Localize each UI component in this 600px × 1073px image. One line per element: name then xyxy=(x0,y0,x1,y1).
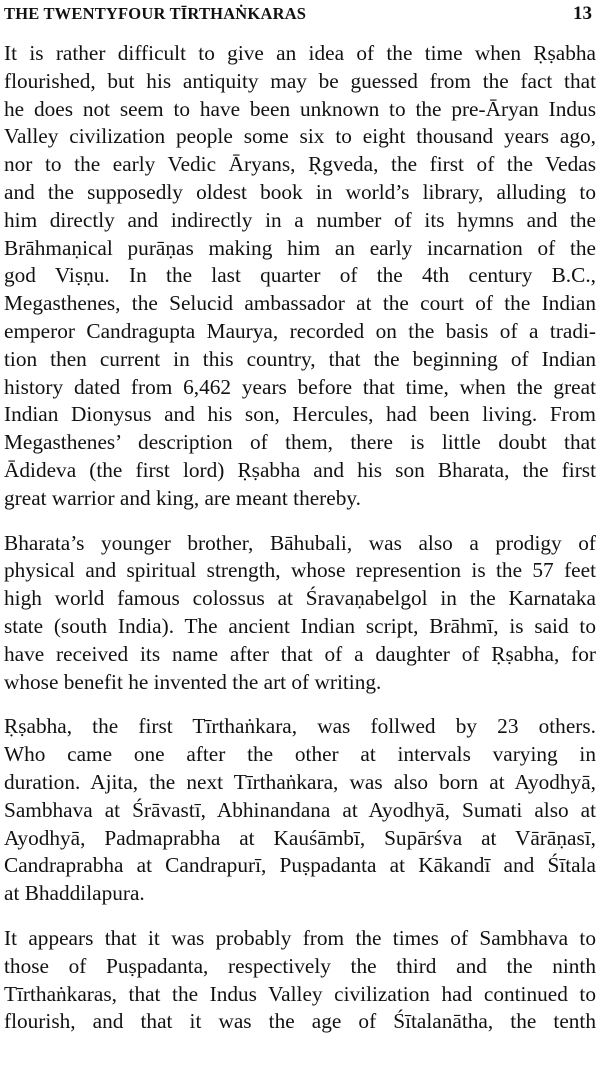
text-line: nor to the early Vedic Āryans, Ṛgveda, the first of the Vedas xyxy=(4,152,596,177)
text-line: flourished, but his antiquity may be guessed from the fact that xyxy=(4,68,596,93)
paragraph-4 xyxy=(4,925,596,1036)
text-line: at Bhaddilapura. xyxy=(4,881,145,906)
text-line: Megasthenes, the Selucid ambassador at the court of the Indian xyxy=(4,291,596,316)
text-line: Brāhmaṇical purāṇas making him an early incarnation of the xyxy=(4,235,596,260)
text-line: high world famous colossus at Śravaṇabelgol in the Karnataka xyxy=(4,586,596,611)
text-line: state (south India). The ancient Indian script, Brāhmī, is said to xyxy=(4,613,596,638)
text-line: It appears that it was probably from the times of Sambhava to xyxy=(4,925,596,950)
text-line: those of Puṣpadanta, respectively the third and the ninth xyxy=(4,953,596,978)
text-line: Bharata’s younger brother, Bāhubali, was also a prodigy of xyxy=(4,530,596,555)
text-line: and the supposedly oldest book in world’s library, alluding to xyxy=(4,179,596,204)
text-line: whose benefit he invented the art of writing. xyxy=(4,669,382,694)
text-line: It is rather difficult to give an idea of the time when Ṛṣabha xyxy=(4,41,596,65)
page-number: 13 xyxy=(573,3,592,24)
text-line: Indian Dionysus and his son, Hercules, had been living. From xyxy=(4,402,596,427)
running-header xyxy=(4,3,592,27)
text-line: Sambhava at Śrāvastī, Abhinandana at Ayodhyā, Sumati also at xyxy=(4,797,596,822)
paragraph-1 xyxy=(4,40,596,513)
text-line: Megasthenes’ description of them, there is little doubt that xyxy=(4,430,596,455)
text-line: Ādideva (the first lord) Ṛṣabha and his son Bharata, the first xyxy=(4,457,596,482)
text-line: Who came one after the other at intervals varying in xyxy=(4,742,596,767)
paragraph-2 xyxy=(4,530,596,697)
text-line: Tīrthaṅkaras, that the Indus Valley civilization had continued to xyxy=(4,981,596,1006)
body-text xyxy=(4,40,596,1054)
text-line: god Viṣṇu. In the last quarter of the 4th century B.C., xyxy=(4,263,596,288)
running-head-title: THE TWENTYFOUR TĪRTHAṄKARAS xyxy=(4,4,307,23)
text-line: Valley civilization people some six to eight thousand years ago, xyxy=(4,124,596,149)
text-line: tion then current in this country, that the beginning of Indian xyxy=(4,346,596,371)
text-line: Ayodhyā, Padmaprabha at Kauśāmbī, Supārśva at Vārāṇasī, xyxy=(4,825,596,850)
text-line: emperor Candragupta Maurya, recorded on the basis of a tradi- xyxy=(4,318,596,343)
text-line: physical and spiritual strength, whose represention is the 57 feet xyxy=(4,558,596,583)
text-line: Candraprabha at Candrapurī, Puṣpadanta at Kākandī and Śītala xyxy=(4,853,596,878)
text-line: duration. Ajita, the next Tīrthaṅkara, was also born at Ayodhyā, xyxy=(4,769,596,794)
text-line: great warrior and king, are meant thereby. xyxy=(4,485,361,510)
text-line: Ṛṣabha, the first Tīrthaṅkara, was follwed by 23 others. xyxy=(4,714,596,739)
text-line: him directly and indirectly in a number of its hymns and the xyxy=(4,207,596,232)
text-line: he does not seem to have been unknown to the pre-Āryan Indus xyxy=(4,96,596,121)
paragraph-3 xyxy=(4,713,596,908)
text-line: have received its name after that of a daughter of Ṛṣabha, for xyxy=(4,641,596,666)
text-line: history dated from 6,462 years before that time, when the great xyxy=(4,374,596,399)
text-line: flourish, and that it was the age of Śītalanātha, the tenth xyxy=(4,1009,596,1034)
